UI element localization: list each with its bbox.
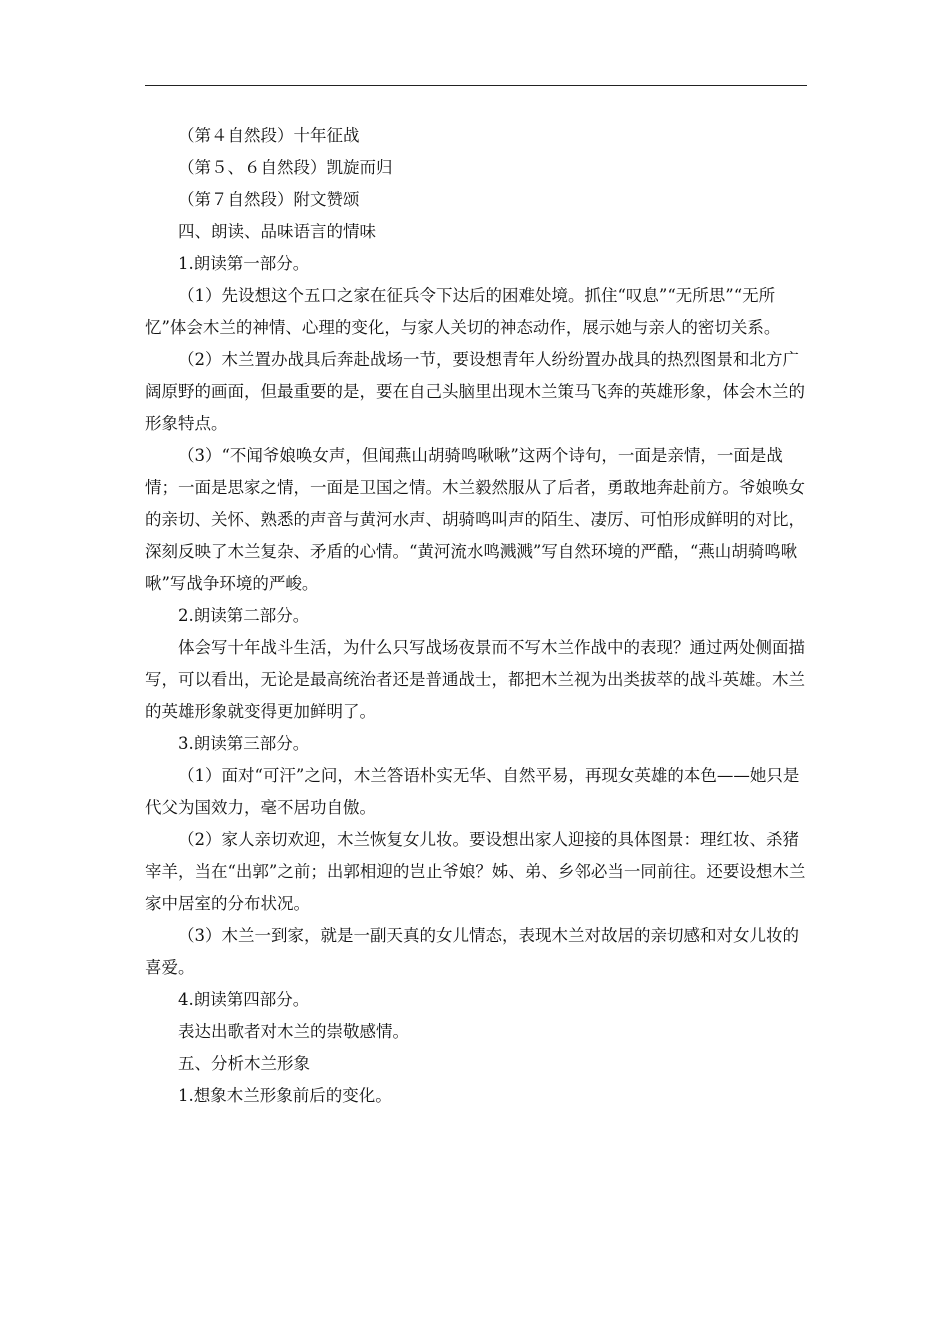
paragraph-section-5-6: （第５、６自然段）凯旋而归 [178,158,393,177]
paragraph-part-3-item-1: （1）面对“可汗”之问，木兰答语朴实无华、自然平易，再现女英雄的本色——她只是代父为国效力，毫不居功自傲。 [145,766,800,817]
subheading-part-3: 3.朗读第三部分。 [178,734,310,753]
paragraph-part-1-item-3: （3）“不闻爷娘唤女声，但闻燕山胡骑鸣啾啾”这两个诗句，一面是亲情，一面是战情；一面是思家之情，一面是卫国之情。木兰毅然服从了后者，勇敢地奔赴前方。爷娘唤女的亲切、关怀、熟悉的声音与黄河水声、胡骑鸣叫声的陌生、凄厉、可怕形成鲜明的对比，深刻反映了木兰复杂、矛盾的心情。“黄河流水鸣溅溅”写自然环境的严酷，“燕山胡骑鸣啾啾”写战争环境的严峻。 [145,446,805,593]
heading-reading: 四、朗读、品味语言的情味 [178,222,376,241]
paragraph-part-3-item-3: （3）木兰一到家，就是一副天真的女儿情态，表现木兰对故居的亲切感和对女儿妆的喜爱。 [145,926,799,977]
paragraph-part-2: 体会写十年战斗生活，为什么只写战场夜景而不写木兰作战中的表现？通过两处侧面描写，可以看出，无论是最高统治者还是普通战士，都把木兰视为出类拔萃的战斗英雄。木兰的英雄形象就变得更加鲜明了。 [145,638,805,721]
subheading-part-4: 4.朗读第四部分。 [178,990,310,1009]
subheading-part-1: 1.朗读第一部分。 [178,254,310,273]
paragraph-analysis-item-1: 1.想象木兰形象前后的变化。 [178,1086,392,1105]
heading-analysis: 五、分析木兰形象 [178,1054,310,1073]
paragraph-section-4: （第４自然段）十年征战 [178,126,360,145]
paragraph-part-3-item-2: （2）家人亲切欢迎，木兰恢复女儿妆。要设想出家人迎接的具体图景：理红妆、杀猪宰羊，当在“出郭”之前；出郭相迎的岂止爷娘？姊、弟、乡邻必当一同前往。还要设想木兰家中居室的分布状况。 [145,830,806,913]
paragraph-part-1-item-1: （1）先设想这个五口之家在征兵令下达后的困难处境。抓住“叹息”“无所思”“无所忆”体会木兰的神情、心理的变化，与家人关切的神态动作，展示她与亲人的密切关系。 [145,286,781,337]
paragraph-section-7: （第７自然段）附文赞颂 [178,190,360,209]
document-body [145,120,807,1112]
subheading-part-2: 2.朗读第二部分。 [178,606,310,625]
header-rule [145,85,807,86]
paragraph-part-4: 表达出歌者对木兰的崇敬感情。 [178,1022,409,1041]
paragraph-part-1-item-2: （2）木兰置办战具后奔赴战场一节，要设想青年人纷纷置办战具的热烈图景和北方广阔原野的画面，但最重要的是，要在自己头脑里出现木兰策马飞奔的英雄形象，体会木兰的形象特点。 [145,350,805,433]
